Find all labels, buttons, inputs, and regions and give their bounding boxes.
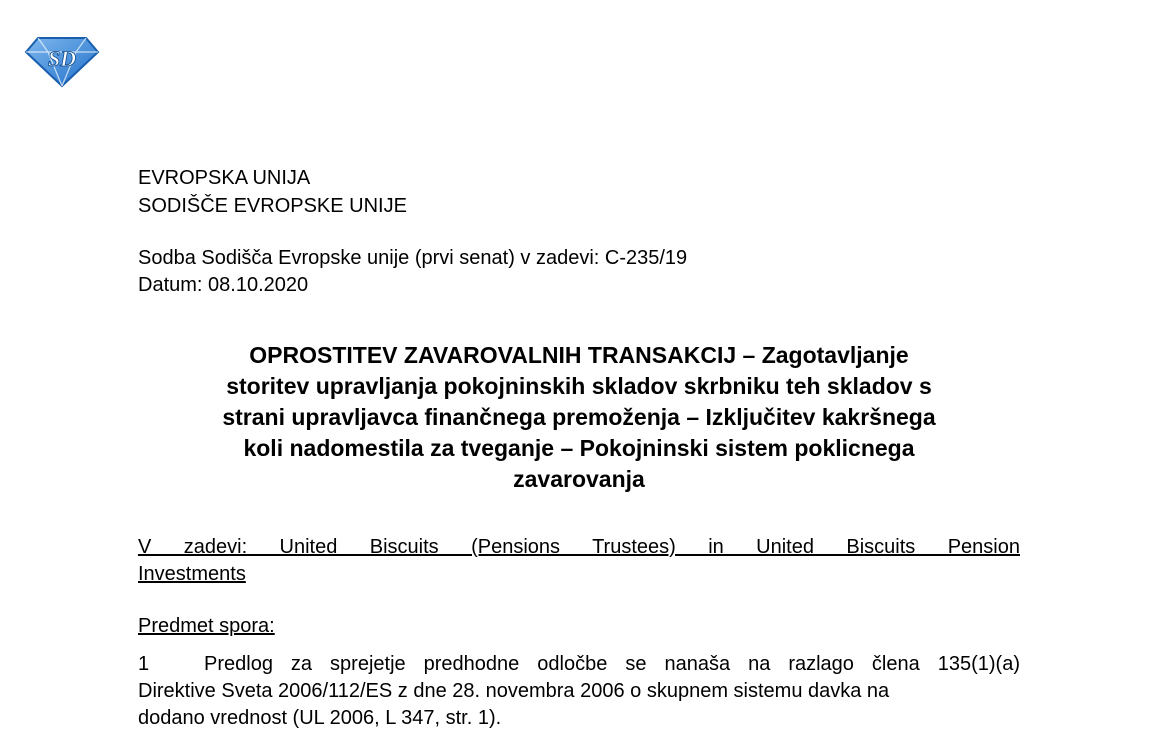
org-line-eu: EVROPSKA UNIJA	[138, 167, 311, 189]
sd-logo-icon	[24, 36, 100, 88]
paragraph-line: Predlog za sprejetje predhodne odločbe se nanaša na razlago člena 135(1)(a)	[204, 653, 1020, 675]
case-line: V zadevi: United Biscuits (Pensions Trustees) in United Biscuits Pension	[138, 536, 1020, 558]
svg-text:SD: SD	[47, 46, 77, 71]
paragraph-number: 1	[138, 653, 150, 675]
title-line: zavarovanja	[513, 466, 645, 492]
subject-heading: Predmet spora:	[138, 615, 275, 637]
case-line: Investments	[138, 563, 246, 585]
judgment-date: Datum: 08.10.2020	[138, 274, 309, 296]
title-line: OPROSTITEV ZAVAROVALNIH TRANSAKCIJ – Zagotavljanje	[249, 342, 909, 368]
judgment-reference: Sodba Sodišča Evropske unije (prvi senat) v zadevi: C-235/19	[138, 247, 688, 269]
title-line: storitev upravljanja pokojninskih skladov skrbniku teh skladov s	[226, 373, 932, 399]
title-line: koli nadomestila za tveganje – Pokojninski sistem poklicnega	[243, 435, 915, 461]
subject-paragraph	[138, 651, 1020, 732]
paragraph-line: dodano vrednost (UL 2006, L 347, str. 1).	[138, 707, 502, 729]
document-title	[138, 340, 1020, 495]
case-parties	[138, 534, 1020, 588]
org-line-court: SODIŠČE EVROPSKE UNIJE	[138, 195, 407, 217]
title-line: strani upravljavca finančnega premoženja – Izključitev kakršnega	[222, 404, 936, 430]
paragraph-line: Direktive Sveta 2006/112/ES z dne 28. novembra 2006 o skupnem sistemu davka na	[138, 680, 890, 702]
